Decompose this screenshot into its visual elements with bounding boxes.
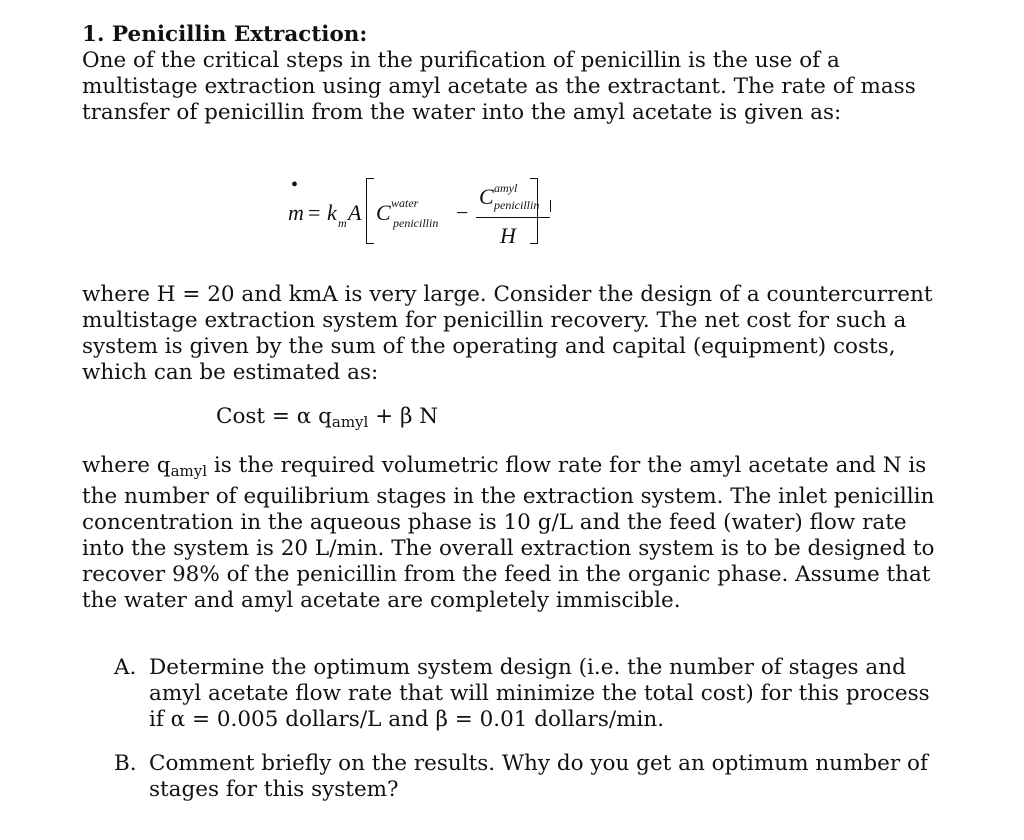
fraction-bar [476,217,550,218]
eq-c1: C [376,200,391,225]
design-rest: is the required volumetric flow rate for the amyl acetate and N is the number of equilibrium stages in the extraction system. The inlet penicillin concentration in the aqueous phase is 10 g/L and the feed (water) flow rate into the system is 20 L/min. The overall extraction system is to be designed to recover 98% of the penicillin from the feed in the organic phase. Assume that the water and amyl acetate are completely immiscible. [82,453,935,613]
eq-c2-sub: penicillin [494,198,540,212]
left-bracket [366,178,374,244]
cost-q-subscript: amyl [331,413,369,431]
mdot-dot: • [291,174,299,196]
right-bracket [530,178,538,244]
eq-lhs: m [288,200,304,225]
parameters-paragraph: where H = 20 and kmA is very large. Consider the design of a countercurrent multistage extraction system for penicillin recovery. The net cost for such a system is given by the sum of the operating and capital (equipment) costs, which can be estimated as: [82,282,933,385]
eq-A: A [348,200,362,225]
intro-paragraph: One of the critical steps in the purification of penicillin is the use of a multistage extraction using amyl acetate as the extractant. The rate of mass transfer of penicillin from the water into the amyl acetate is given as: [82,48,916,125]
question-a-text: Determine the optimum system design (i.e. the number of stages and amyl acetate flow rate that will minimize the total cost) for this process if α = 0.005 dollars/L and β = 0.01 dollars/min. [149,655,930,732]
design-q-subscript: amyl [170,462,208,480]
eq-c2: C [479,184,494,209]
design-lead: where q [82,453,171,478]
cost-lhs: Cost = α q [216,404,332,429]
mass-transfer-equation [282,170,582,250]
problem-heading: 1. Penicillin Extraction: [82,22,368,47]
c2-inner-bar [550,200,551,212]
eq-c1-sub: penicillin [393,216,439,230]
question-a-label: A. [114,655,137,680]
question-b-text: Comment briefly on the results. Why do you get an optimum number of stages for this system? [149,751,928,802]
eq-c2-sup: amyl [494,181,518,195]
design-paragraph [82,453,952,614]
eq-denominator: H [500,223,516,248]
eq-k: k [327,200,337,225]
eq-minus: − [456,200,469,225]
eq-c1-sup: water [391,196,419,210]
eq-equals: = [308,200,321,225]
cost-equation [216,404,438,435]
question-b-label: B. [114,751,137,776]
cost-rhs: + β N [368,404,439,429]
eq-k-sub: m [338,216,347,230]
